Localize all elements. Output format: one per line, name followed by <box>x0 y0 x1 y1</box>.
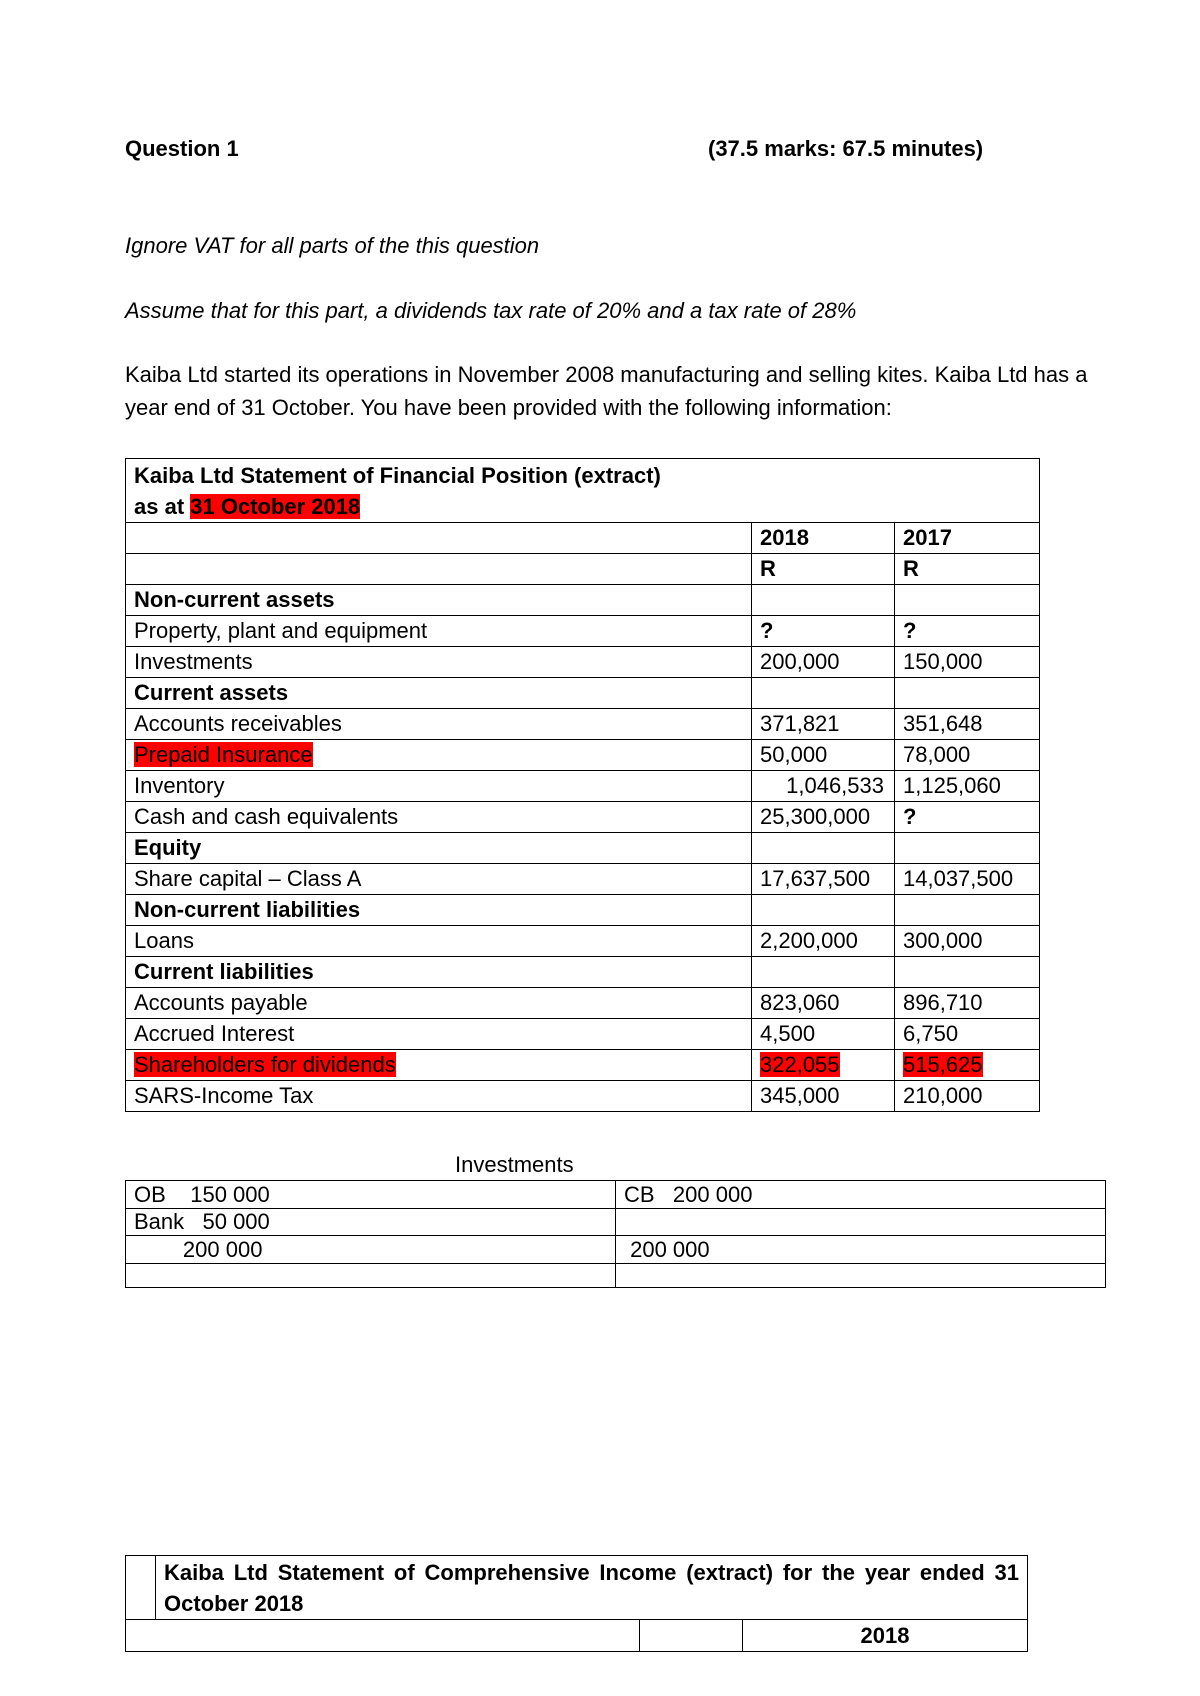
intro-paragraph: Kaiba Ltd started its operations in November 2008 manufacturing and selling kites. Kaiba Ltd has a year end of 31 October. You have been provided with the following information: <box>125 362 1088 420</box>
table-row <box>126 1019 1040 1050</box>
table-row <box>126 926 1040 957</box>
row-value-2017: 150,000 <box>895 647 1040 678</box>
debit-total-cell: 200 000 <box>126 1236 616 1264</box>
sofp-year-2018: 2018 <box>752 523 895 554</box>
question-title: Question 1 <box>125 136 239 161</box>
table-row <box>126 957 1040 988</box>
row-label: Current liabilities <box>126 957 752 988</box>
row-value-2018: 345,000 <box>752 1081 895 1112</box>
row-value-2018 <box>752 678 895 709</box>
sofp-currency-blank <box>126 554 752 585</box>
soci-label-cell <box>126 1620 640 1652</box>
credit-cell: CB 200 000 <box>616 1181 1106 1209</box>
row-value-2017: 351,648 <box>895 709 1040 740</box>
row-label: Accrued Interest <box>126 1019 752 1050</box>
sofp-title <box>126 459 1040 523</box>
sofp-title-prefix: as at <box>134 493 191 519</box>
row-label: Accounts payable <box>126 988 752 1019</box>
table-row <box>126 864 1040 895</box>
row-value-2017: ? <box>895 616 1040 647</box>
debit-cell <box>126 1264 616 1288</box>
sofp-table <box>125 458 1040 1112</box>
row-value-2017: 14,037,500 <box>895 864 1040 895</box>
soci-title: Kaiba Ltd Statement of Comprehensive Income (extract) for the year ended 31 October 2018 <box>156 1556 1028 1620</box>
row-value-2017 <box>895 833 1040 864</box>
row-value-2018: 17,637,500 <box>752 864 895 895</box>
table-row <box>126 1209 1106 1236</box>
sofp-year-2017: 2017 <box>895 523 1040 554</box>
credit-cell <box>616 1209 1106 1236</box>
table-row <box>126 1264 1106 1288</box>
row-label: Investments <box>126 647 752 678</box>
row-value-2018-highlighted: 322,055 <box>760 1052 840 1077</box>
row-value-cell-2018 <box>752 1050 895 1081</box>
row-value-2017 <box>895 895 1040 926</box>
row-value-2018: 25,300,000 <box>752 802 895 833</box>
row-value-2017-highlighted: 515,625 <box>903 1052 983 1077</box>
row-label-cell <box>126 1050 752 1081</box>
table-row <box>126 616 1040 647</box>
debit-cell: Bank 50 000 <box>126 1209 616 1236</box>
row-value-cell-2017 <box>895 1050 1040 1081</box>
soci-note-cell <box>640 1620 743 1652</box>
row-value-2018: 371,821 <box>752 709 895 740</box>
row-label: Cash and cash equivalents <box>126 802 752 833</box>
row-value-2018: 200,000 <box>752 647 895 678</box>
sofp-currency-2018: R <box>752 554 895 585</box>
table-row <box>126 1081 1040 1112</box>
table-row <box>126 678 1040 709</box>
row-label: Non-current assets <box>126 585 752 616</box>
soci-year-2018: 2018 <box>743 1620 1028 1652</box>
row-value-2018 <box>752 957 895 988</box>
table-row <box>126 740 1040 771</box>
row-value-2018 <box>752 585 895 616</box>
investments-table <box>125 1180 1106 1288</box>
row-value-2017: 896,710 <box>895 988 1040 1019</box>
row-value-2018: 823,060 <box>752 988 895 1019</box>
soci-table <box>125 1555 1028 1652</box>
instruction-vat: Ignore VAT for all parts of the this question <box>125 233 540 258</box>
table-row <box>126 647 1040 678</box>
row-value-2018: 1,046,533 <box>752 771 895 802</box>
table-row <box>126 988 1040 1019</box>
question-marks: (37.5 marks: 67.5 minutes) <box>708 136 984 161</box>
sofp-title-date: 31 October 2018 <box>190 493 361 519</box>
row-value-2017: 1,125,060 <box>895 771 1040 802</box>
table-row <box>126 709 1040 740</box>
row-label: Current assets <box>126 678 752 709</box>
debit-cell: OB 150 000 <box>126 1181 616 1209</box>
sofp-header-blank <box>126 523 752 554</box>
instruction-tax-rate: Assume that for this part, a dividends tax rate of 20% and a tax rate of 28% <box>125 298 857 323</box>
row-label: SARS-Income Tax <box>126 1081 752 1112</box>
row-label: Equity <box>126 833 752 864</box>
soci-lead-cell <box>126 1556 156 1620</box>
row-label-highlighted: Prepaid Insurance <box>134 742 313 767</box>
row-value-2018: 50,000 <box>752 740 895 771</box>
row-label: Accounts receivables <box>126 709 752 740</box>
row-value-2017 <box>895 957 1040 988</box>
row-value-2018: 4,500 <box>752 1019 895 1050</box>
sofp-currency-2017: R <box>895 554 1040 585</box>
table-row <box>126 1050 1040 1081</box>
row-value-2018 <box>752 895 895 926</box>
table-row <box>126 1181 1106 1209</box>
row-value-2017: 300,000 <box>895 926 1040 957</box>
row-value-2017: 6,750 <box>895 1019 1040 1050</box>
table-row <box>126 802 1040 833</box>
row-value-2017: ? <box>895 802 1040 833</box>
row-label-cell <box>126 740 752 771</box>
table-row <box>126 833 1040 864</box>
credit-total-cell: 200 000 <box>616 1236 1106 1264</box>
row-value-2018: 2,200,000 <box>752 926 895 957</box>
investments-title: Investments <box>455 1152 574 1177</box>
credit-cell <box>616 1264 1106 1288</box>
sofp-title-line1: Kaiba Ltd Statement of Financial Position (extract) <box>134 462 661 488</box>
row-label: Share capital – Class A <box>126 864 752 895</box>
row-value-2017 <box>895 585 1040 616</box>
row-value-2017: 210,000 <box>895 1081 1040 1112</box>
row-label: Non-current liabilities <box>126 895 752 926</box>
row-value-2018: ? <box>752 616 895 647</box>
row-label: Inventory <box>126 771 752 802</box>
row-label-highlighted: Shareholders for dividends <box>134 1052 396 1077</box>
row-label: Property, plant and equipment <box>126 616 752 647</box>
table-row <box>126 771 1040 802</box>
table-row <box>126 895 1040 926</box>
row-value-2017 <box>895 678 1040 709</box>
table-row <box>126 1236 1106 1264</box>
table-row <box>126 585 1040 616</box>
row-value-2018 <box>752 833 895 864</box>
row-label: Loans <box>126 926 752 957</box>
row-value-2017: 78,000 <box>895 740 1040 771</box>
